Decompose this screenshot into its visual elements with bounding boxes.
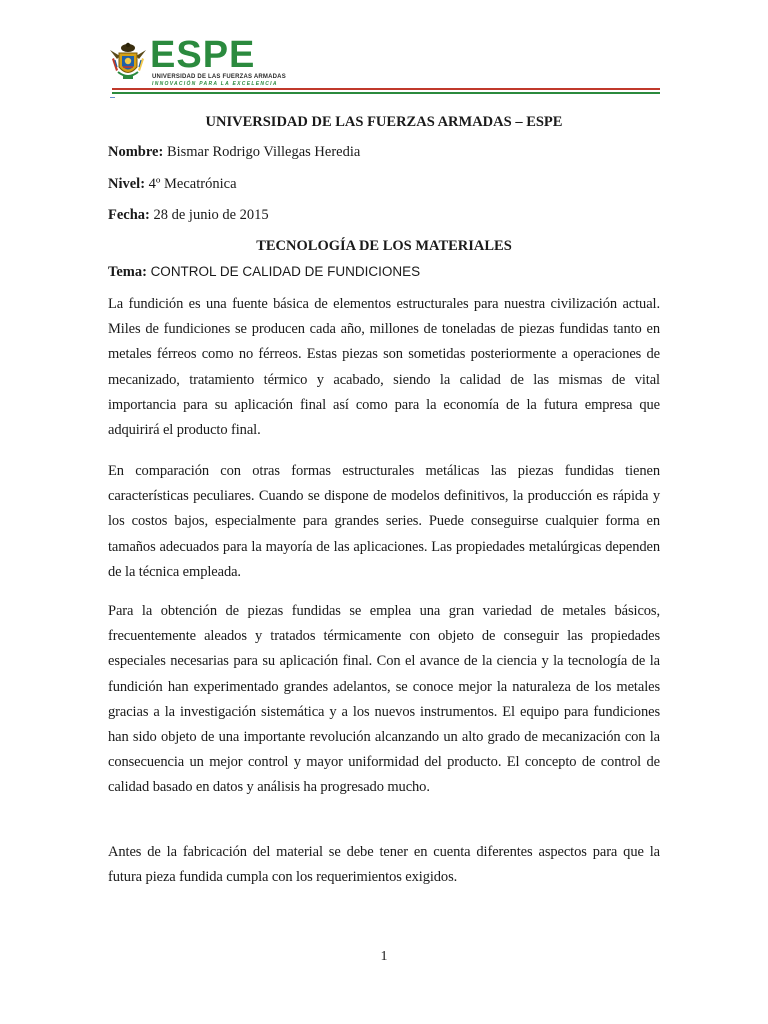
- field-nivel-label: Nivel:: [108, 176, 146, 192]
- paragraph-1: La fundición es una fuente básica de elementos estructurales para nuestra civilización actual. Miles de fundiciones se producen cada año, millones de toneladas de piezas fundidas tanto en metales férreos como no férreos. Estas piezas son sometidas posteriormente a operaciones de mecanizado, tratamiento térmico y acabado, siendo la calidad de las mismas de vital importancia para su aplicación final así como para la economía de la futura empresa que adquirirá el producto final.: [108, 296, 660, 439]
- paragraph-4: Antes de la fabricación del material se debe tener en cuenta diferentes aspectos para que la futura pieza fundida cumpla con los requerimientos exigidos.: [108, 844, 660, 886]
- header-rule-stub: [110, 97, 115, 98]
- document-title: UNIVERSIDAD DE LAS FUERZAS ARMADAS – ESPE: [205, 114, 563, 130]
- logo-tagline: INNOVACIÓN PARA LA EXCELENCIA: [152, 81, 278, 87]
- paragraph-3: Para la obtención de piezas fundidas se emplea una gran variedad de metales básicos, frecuentemente aleados y tratados térmicamente con objeto de conseguir las propiedades especiales necesarias para su aplicación final. Con el avance de la ciencia y la tecnología de la fundición han experimentado grandes adelantos, se conoce mejor la naturaleza de los metales gracias a la investigación sistemática y a los nuevos instrumentos. El equipo para fundiciones han sido objeto de una importante revolución alcanzando un alto grado de mecanización con la consecuencia un mejor control y mayor uniformidad del producto. El concepto de control de calidad basado en datos y análisis ha progresado mucho.: [108, 603, 660, 796]
- page-number: 1: [380, 949, 388, 964]
- header-rule-green: [112, 92, 660, 94]
- header-rule-red: [112, 88, 660, 90]
- logo-subtitle: UNIVERSIDAD DE LAS FUERZAS ARMADAS: [152, 74, 286, 80]
- field-fecha: [108, 206, 269, 224]
- field-nombre: [108, 143, 360, 161]
- paragraph-2: En comparación con otras formas estructurales metálicas las piezas fundidas tienen características peculiares. Cuando se dispone de modelos definitivos, la producción es rápida y los costos bajos, especialmente para grandes series. Puede conseguirse cualquier forma en tamaños adecuados para la mayoría de las aplicaciones. Las propiedades metalúrgicas dependen de la técnica empleada.: [108, 463, 660, 580]
- field-nivel: [108, 175, 237, 193]
- field-nombre-value: Bismar Rodrigo Villegas Heredia: [166, 144, 361, 160]
- university-seal-icon: [108, 40, 148, 82]
- field-tema-value: CONTROL DE CALIDAD DE FUNDICIONES: [150, 264, 421, 279]
- field-tema: [108, 263, 420, 281]
- field-nombre-label: Nombre:: [108, 144, 164, 160]
- field-fecha-value: 28 de junio de 2015: [153, 207, 269, 223]
- subject-title: TECNOLOGÍA DE LOS MATERIALES: [256, 238, 512, 254]
- field-fecha-label: Fecha:: [108, 207, 150, 223]
- logo-wordmark: ESPE: [150, 34, 256, 76]
- field-nivel-value: 4º Mecatrónica: [148, 176, 237, 192]
- field-tema-label: Tema:: [108, 264, 147, 280]
